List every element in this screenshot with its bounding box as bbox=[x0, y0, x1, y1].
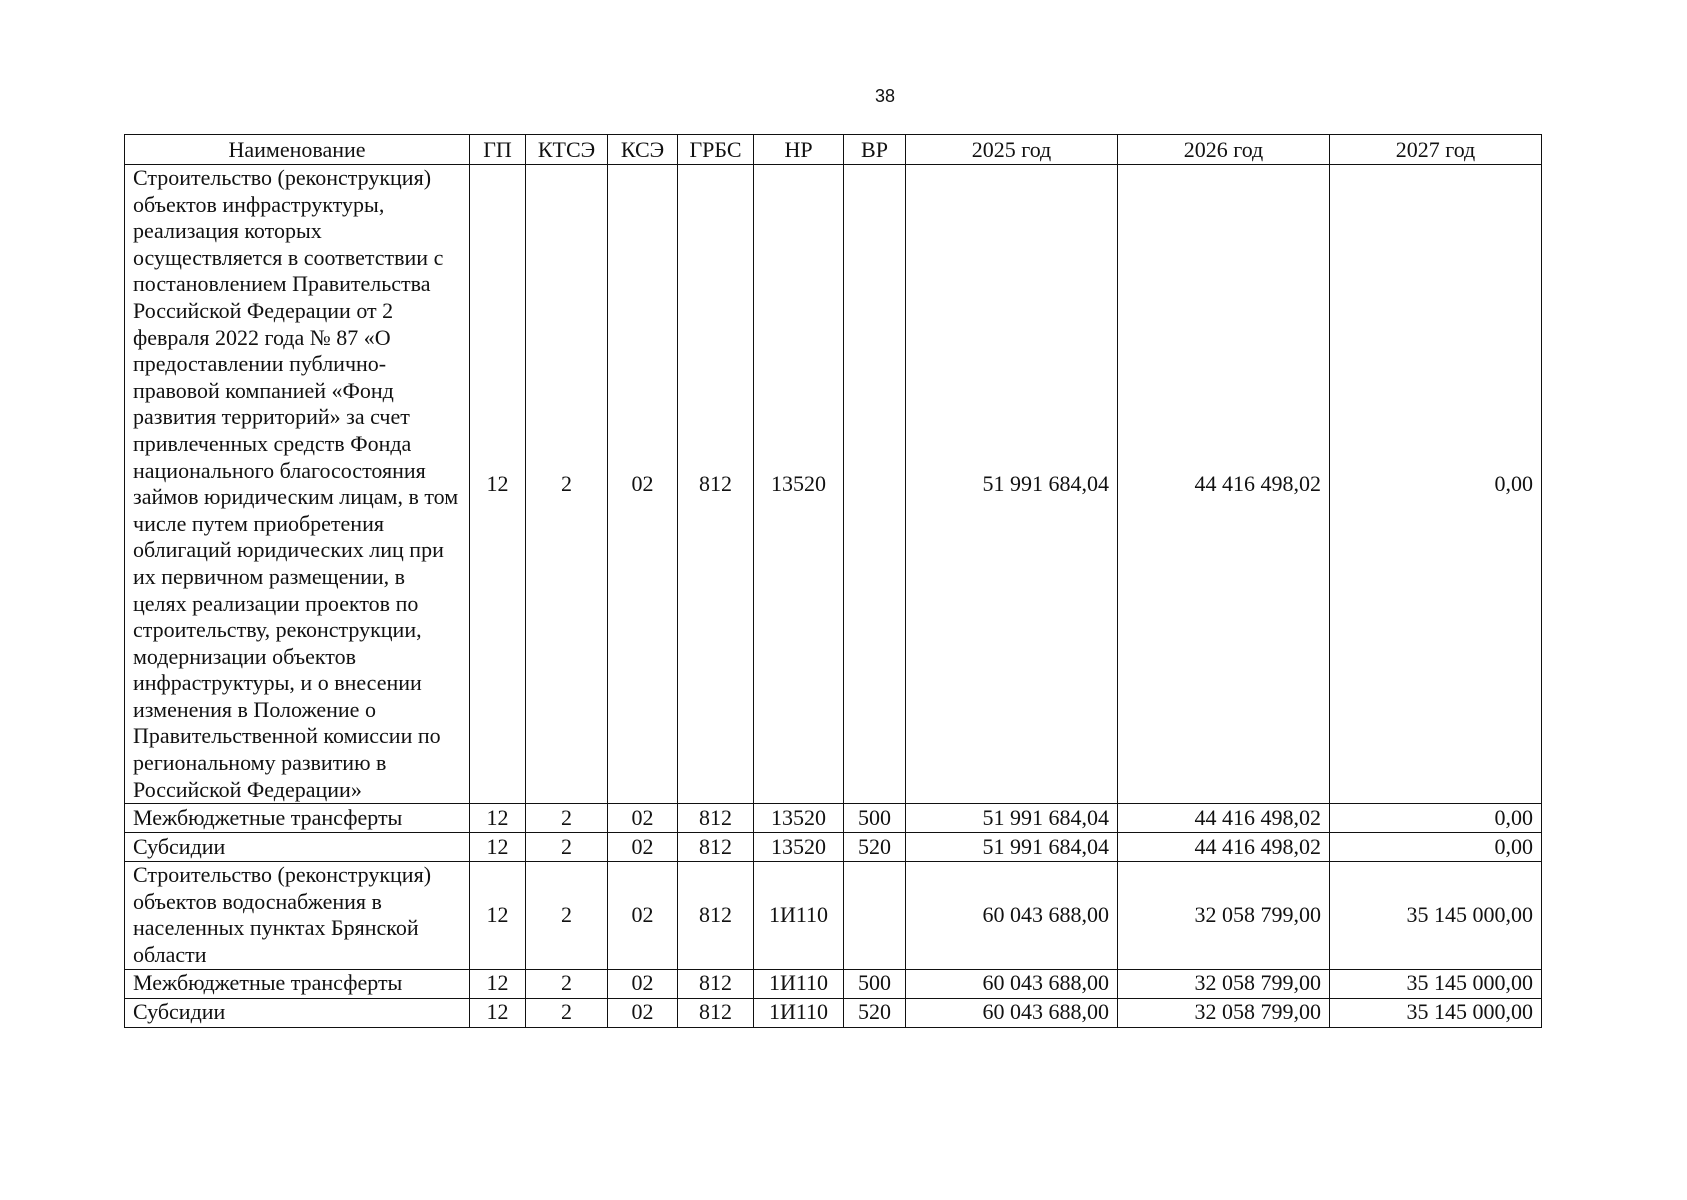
cell-ktse: 2 bbox=[526, 998, 608, 1027]
cell-kse: 02 bbox=[608, 804, 678, 833]
header-grbs: ГРБС bbox=[678, 135, 754, 165]
cell-nr: 1И110 bbox=[754, 998, 844, 1027]
cell-grbs: 812 bbox=[678, 862, 754, 969]
cell-gp: 12 bbox=[470, 998, 526, 1027]
cell-2026: 44 416 498,02 bbox=[1118, 833, 1330, 862]
cell-2025: 51 991 684,04 bbox=[906, 165, 1118, 804]
cell-vr bbox=[844, 862, 906, 969]
table-header-row bbox=[125, 135, 1542, 165]
cell-grbs: 812 bbox=[678, 969, 754, 998]
cell-nr: 1И110 bbox=[754, 969, 844, 998]
table-row bbox=[125, 804, 1542, 833]
cell-ktse: 2 bbox=[526, 165, 608, 804]
cell-2027: 0,00 bbox=[1330, 165, 1542, 804]
table-row bbox=[125, 165, 1542, 804]
cell-2025: 60 043 688,00 bbox=[906, 862, 1118, 969]
cell-2027: 0,00 bbox=[1330, 833, 1542, 862]
cell-kse: 02 bbox=[608, 998, 678, 1027]
cell-gp: 12 bbox=[470, 969, 526, 998]
cell-2027: 35 145 000,00 bbox=[1330, 862, 1542, 969]
cell-grbs: 812 bbox=[678, 833, 754, 862]
header-gp: ГП bbox=[470, 135, 526, 165]
cell-kse: 02 bbox=[608, 833, 678, 862]
cell-nr: 1И110 bbox=[754, 862, 844, 969]
header-vr: ВР bbox=[844, 135, 906, 165]
cell-grbs: 812 bbox=[678, 165, 754, 804]
cell-gp: 12 bbox=[470, 862, 526, 969]
cell-2026: 32 058 799,00 bbox=[1118, 862, 1330, 969]
cell-nr: 13520 bbox=[754, 804, 844, 833]
cell-2027: 35 145 000,00 bbox=[1330, 969, 1542, 998]
cell-kse: 02 bbox=[608, 165, 678, 804]
header-nr: НР bbox=[754, 135, 844, 165]
cell-ktse: 2 bbox=[526, 862, 608, 969]
table-row bbox=[125, 833, 1542, 862]
cell-grbs: 812 bbox=[678, 804, 754, 833]
cell-name: Межбюджетные трансферты bbox=[125, 804, 470, 833]
cell-grbs: 812 bbox=[678, 998, 754, 1027]
cell-name: Строительство (реконструкция) объектов инфраструктуры, реализация которых осуществляется в соответствии с постановлением Правительства Российской Федерации от 2 февраля 2022 года № 87 «О предоставлении публично-правовой компанией «Фонд развития территорий» за счет привлеченных средств Фонда национального благосостояния займов юридическим лицам, в том числе путем приобретения облигаций юридических лиц при их первичном размещении, в целях реализации проектов по строительству, реконструкции, модернизации объектов инфраструктуры, и о внесении изменения в Положение о Правительственной комиссии по региональному развитию в Российской Федерации» bbox=[125, 165, 470, 804]
cell-kse: 02 bbox=[608, 969, 678, 998]
header-ktse: КТСЭ bbox=[526, 135, 608, 165]
cell-2026: 44 416 498,02 bbox=[1118, 165, 1330, 804]
table-row bbox=[125, 969, 1542, 998]
cell-2026: 32 058 799,00 bbox=[1118, 998, 1330, 1027]
cell-2025: 51 991 684,04 bbox=[906, 833, 1118, 862]
budget-table bbox=[124, 134, 1542, 1028]
cell-name: Субсидии bbox=[125, 998, 470, 1027]
table-row bbox=[125, 862, 1542, 969]
cell-vr: 500 bbox=[844, 969, 906, 998]
cell-name: Субсидии bbox=[125, 833, 470, 862]
header-2025: 2025 год bbox=[906, 135, 1118, 165]
cell-2025: 60 043 688,00 bbox=[906, 969, 1118, 998]
cell-2025: 51 991 684,04 bbox=[906, 804, 1118, 833]
cell-2026: 44 416 498,02 bbox=[1118, 804, 1330, 833]
cell-2027: 35 145 000,00 bbox=[1330, 998, 1542, 1027]
page-number: 38 bbox=[874, 86, 896, 106]
table-row bbox=[125, 998, 1542, 1027]
cell-name: Межбюджетные трансферты bbox=[125, 969, 470, 998]
cell-vr bbox=[844, 165, 906, 804]
cell-ktse: 2 bbox=[526, 969, 608, 998]
cell-nr: 13520 bbox=[754, 833, 844, 862]
cell-vr: 500 bbox=[844, 804, 906, 833]
cell-ktse: 2 bbox=[526, 804, 608, 833]
cell-vr: 520 bbox=[844, 998, 906, 1027]
cell-kse: 02 bbox=[608, 862, 678, 969]
cell-nr: 13520 bbox=[754, 165, 844, 804]
cell-gp: 12 bbox=[470, 165, 526, 804]
header-2027: 2027 год bbox=[1330, 135, 1542, 165]
header-name: Наименование bbox=[125, 135, 470, 165]
header-2026: 2026 год bbox=[1118, 135, 1330, 165]
cell-gp: 12 bbox=[470, 804, 526, 833]
cell-2027: 0,00 bbox=[1330, 804, 1542, 833]
cell-gp: 12 bbox=[470, 833, 526, 862]
cell-vr: 520 bbox=[844, 833, 906, 862]
cell-2026: 32 058 799,00 bbox=[1118, 969, 1330, 998]
cell-ktse: 2 bbox=[526, 833, 608, 862]
cell-name: Строительство (реконструкция) объектов водоснабжения в населенных пунктах Брянской области bbox=[125, 862, 470, 969]
cell-2025: 60 043 688,00 bbox=[906, 998, 1118, 1027]
header-kse: КСЭ bbox=[608, 135, 678, 165]
